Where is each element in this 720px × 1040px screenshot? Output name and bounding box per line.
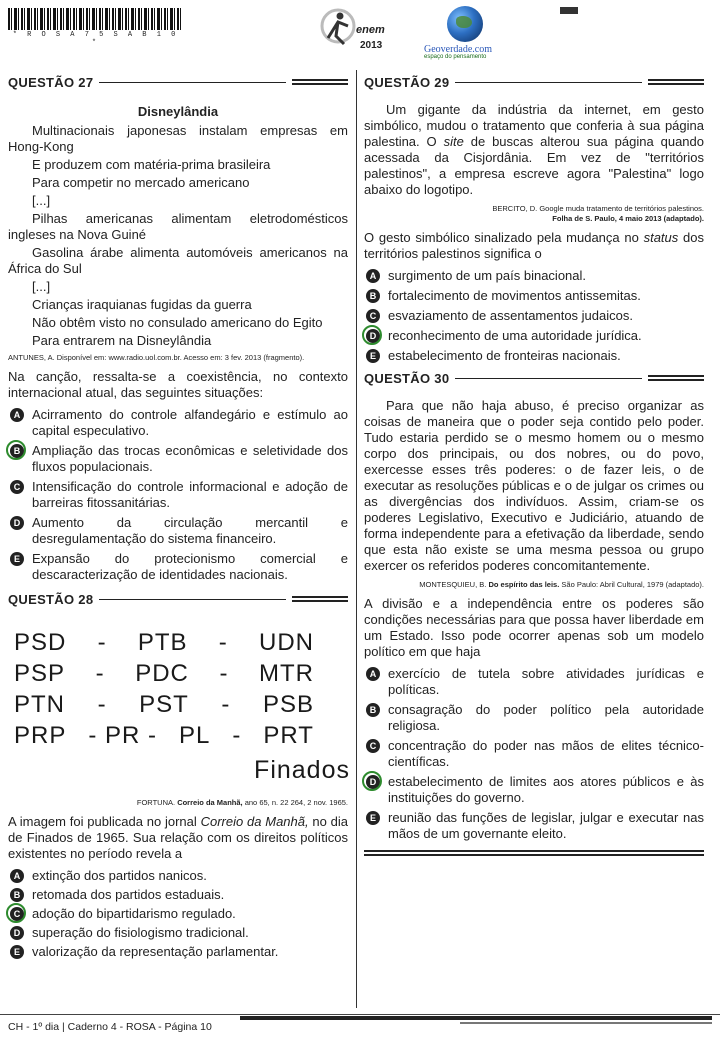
answer-options (364, 666, 704, 842)
stem-italic: status (643, 230, 679, 245)
party-name: MTR (259, 660, 314, 687)
option-letter-badge: A (10, 408, 24, 422)
enem-logo (318, 6, 396, 52)
passage-italic: site (443, 134, 464, 149)
stem-part: no dia de Finados de 1965. Sua relação com os direitos políticos existentes no período revela a (8, 814, 349, 861)
question-30-heading (364, 368, 704, 388)
poem-line: Não obtêm visto no consulado americano do Egito (32, 315, 323, 330)
column-divider (356, 70, 357, 1008)
option-letter-badge: B (366, 289, 380, 303)
footer-bar (240, 1016, 712, 1020)
cartoon-row (14, 689, 314, 720)
source-line: BERCITO, D. Google muda tratamento de territórios palestinos. (492, 204, 704, 213)
source-details: ano 65, n. 22 264, 2 nov. 1965. (244, 798, 348, 807)
poem-line: Para competir no mercado americano (32, 175, 250, 190)
option-text: estabelecimento de fronteiras nacionais. (388, 348, 621, 363)
source-paper: Correio da Manhã, (177, 798, 243, 807)
question-stem (364, 230, 704, 262)
poem-line: Crianças iraquianas fugidas da guerra (32, 297, 252, 312)
source-citation (364, 204, 704, 224)
cartoon-row (14, 720, 314, 751)
option-a[interactable] (364, 268, 704, 284)
footer-text: CH - 1º dia | Caderno 4 - ROSA - Página 10 (8, 1021, 212, 1033)
source-line: Folha de S. Paulo, 4 maio 2013 (adaptado). (552, 214, 704, 223)
option-d[interactable] (8, 515, 348, 547)
option-a[interactable] (364, 666, 704, 698)
option-letter-badge: A (366, 667, 380, 681)
section-end-rule (364, 850, 704, 856)
party-name: PL (179, 722, 211, 749)
option-e[interactable] (364, 348, 704, 364)
option-c[interactable] (364, 308, 704, 324)
site-link[interactable]: Geoverdade.com (424, 44, 493, 55)
right-column (364, 72, 704, 856)
party-name: PRP (14, 722, 67, 749)
answer-options (8, 407, 348, 583)
heading-thick-rule (648, 375, 704, 381)
option-b[interactable] (364, 702, 704, 734)
heading-rule (99, 599, 286, 600)
heading-thick-rule (648, 79, 704, 85)
option-c[interactable] (364, 738, 704, 770)
dash: - (97, 691, 107, 718)
option-text: adoção do bipartidarismo regulado. (32, 906, 236, 921)
question-28-number: QUESTÃO 28 (8, 591, 94, 607)
stem-part: dos territórios palestinos significa o (364, 230, 704, 261)
poem-title: Disneylândia (137, 104, 219, 119)
poem-line: Gasolina árabe alimenta automóveis americanos na África do Sul (8, 245, 348, 276)
question-stem: Na canção, ressalta-se a coexistência, no contexto internacional atual, das seguintes situações: (8, 369, 348, 400)
source-title: Do espírito das leis. (488, 580, 560, 589)
party-name: PTB (137, 629, 188, 656)
passage (364, 102, 704, 198)
option-text: retomada dos partidos estaduais. (32, 887, 225, 902)
option-letter-badge-selected: B (10, 444, 24, 458)
option-text: Ampliação das trocas econômicas e seletividade dos fluxos populacionais. (32, 443, 348, 474)
question-29 (364, 72, 704, 364)
poem-line: Pilhas americanas alimentam eletrodomésticos ingleses na Nova Guiné (8, 211, 348, 242)
question-27-heading (8, 72, 348, 92)
stem-part: A imagem foi publicada no jornal (8, 814, 197, 829)
option-letter-badge-selected: C (10, 907, 24, 921)
question-stem: A divisão e a independência entre os poderes são condições necessárias para que possa haver liberdade em um Estado. Isso pode ocorrer apenas sob um modelo político em que haja (364, 596, 704, 659)
heading-thick-rule (292, 596, 348, 602)
dash: - (97, 629, 107, 656)
option-e[interactable] (8, 944, 348, 960)
heading-rule (455, 82, 642, 83)
passage-part: de buscas alterou sua página quando acessada da Cisjordânia. Em vez de "territórios palestinos", a empresa escreve agora "Palestina" logo abaixo do logotipo. (364, 134, 704, 197)
question-stem (8, 814, 348, 862)
poem-line: Para entrarem na Disneylândia (32, 333, 212, 348)
option-text: Intensificação do controle informacional e adoção de barreiras fitossanitárias. (32, 479, 348, 510)
source-author: FORTUNA. (136, 798, 176, 807)
option-text: valorização da representação parlamentar. (32, 944, 279, 959)
answer-options (8, 868, 348, 960)
question-28-heading (8, 589, 348, 609)
option-letter-badge: D (10, 926, 24, 940)
question-28 (8, 589, 348, 960)
barcode-bars (8, 8, 183, 30)
option-c[interactable] (8, 479, 348, 511)
party-name: PSD (14, 629, 67, 656)
option-b[interactable] (364, 288, 704, 304)
option-d[interactable] (8, 925, 348, 941)
cartoon-caption: Finados (254, 756, 350, 784)
option-letter-badge: B (10, 888, 24, 902)
option-letter-badge: E (366, 349, 380, 363)
option-text: extinção dos partidos nanicos. (32, 868, 207, 883)
heading-rule (455, 378, 642, 379)
option-text: Aumento da circulação mercantil e desregulamentação do sistema financeiro. (32, 515, 348, 546)
option-text: fortalecimento de movimentos antissemitas. (388, 288, 641, 303)
option-letter-badge: E (366, 811, 380, 825)
footer-bar-thin (460, 1022, 712, 1024)
passage: Para que não haja abuso, é preciso organizar as coisas de maneira que o poder seja contido pelo poder. Tudo estaria perdido se o mesmo homem ou o mesmo corpo dos principais, ou dos nobres, ou do povo, exercesse esses três poderes: o de fazer leis, o de executar as resoluções públicas e o de julgar os crimes ou as divergências dos indivíduos. Assim, criam-se os poderes Legislativo, Executivo e Judiciário, atuando de forma independente para a efetivação da liberdade, sendo que esta não existe se uma mesma pessoa ou grupo exercer os referidos poderes concomitantemente. (364, 398, 704, 573)
source-citation (364, 580, 704, 590)
question-27 (8, 72, 348, 583)
option-a[interactable] (8, 868, 348, 884)
option-letter-badge: A (10, 869, 24, 883)
option-text: superação do fisiologismo tradicional. (32, 925, 249, 940)
poem (8, 123, 348, 349)
poem-line: E produzem com matéria-prima brasileira (32, 157, 271, 172)
option-text: exercício de tutela sobre atividades jurídicas e políticas. (388, 666, 704, 697)
option-a[interactable] (8, 407, 348, 439)
option-letter-badge: C (366, 309, 380, 323)
option-text: surgimento de um país binacional. (388, 268, 587, 283)
source-citation: ANTUNES, A. Disponível em: www.radio.uol.com.br. Acesso em: 3 fev. 2013 (fragmento). (8, 353, 305, 362)
passage-part: Um gigante da indústria da internet, em gesto simbólico, mudou o tratamento que conferia à sua página palestina. O (364, 102, 704, 149)
option-e[interactable] (8, 551, 348, 583)
barcode-text: * R O S A 7 5 S A B 1 0 * (12, 31, 179, 47)
option-letter-badge: D (10, 516, 24, 530)
option-d-selected[interactable] (364, 328, 704, 344)
option-letter-badge: B (366, 703, 380, 717)
dash: - (219, 660, 229, 687)
enem-logo-word: enem (356, 24, 385, 36)
page-footer (0, 1014, 720, 1040)
option-text: reunião das funções de legislar, julgar e executar nas mãos de um governante eleito. (388, 810, 704, 841)
party-name: UDN (258, 629, 314, 656)
poem-line: Multinacionais japonesas instalam empresas em Hong-Kong (8, 123, 348, 154)
party-name: PST (139, 691, 189, 718)
site-subtitle: espaço do pensamento (424, 54, 487, 60)
cartoon-row (14, 627, 314, 658)
option-text: Expansão do protecionismo comercial e descaracterização de identidades nacionais. (32, 551, 348, 582)
enem-figure-icon (318, 6, 358, 50)
stem-newspaper: Correio da Manhã, (200, 814, 309, 829)
party-name: PSB (262, 691, 314, 718)
heading-rule (99, 82, 286, 83)
option-letter-badge: E (10, 552, 24, 566)
party-name: PTN (14, 691, 65, 718)
question-30-number: QUESTÃO 30 (364, 370, 450, 386)
heading-thick-rule (292, 79, 348, 85)
left-column (8, 72, 348, 963)
enem-logo-year: 2013 (360, 40, 383, 51)
stem-part: O gesto simbólico sinalizado pela mudança no (364, 230, 639, 245)
option-c-selected[interactable] (8, 906, 348, 922)
option-text: esvaziamento de assentamentos judaicos. (388, 308, 633, 323)
option-text: estabelecimento de limites aos atores públicos e às instituições do governo. (388, 774, 704, 805)
dash: - (221, 691, 231, 718)
option-b-selected[interactable] (8, 443, 348, 475)
cartoon-row (14, 658, 314, 689)
dash: - (95, 660, 105, 687)
option-letter-badge-selected: D (366, 329, 380, 343)
option-text: Acirramento do controle alfandegário e estímulo ao capital especulativo. (32, 407, 348, 438)
option-e[interactable] (364, 810, 704, 842)
option-letter-badge: A (366, 269, 380, 283)
option-text: concentração do poder nas mãos de elites técnico-científicas. (388, 738, 704, 769)
option-letter-badge: C (366, 739, 380, 753)
option-letter-badge-selected: D (366, 775, 380, 789)
question-27-number: QUESTÃO 27 (8, 74, 94, 90)
dash: - (232, 722, 242, 749)
registration-mark (560, 7, 578, 14)
option-letter-badge: C (10, 480, 24, 494)
poem-line: [...] (32, 279, 51, 294)
party-cartoon (14, 627, 348, 786)
source-author: MONTESQUIEU, B. (419, 580, 487, 589)
party-name: PRT (263, 722, 314, 749)
option-letter-badge: E (10, 945, 24, 959)
question-30 (364, 368, 704, 856)
barcode (8, 8, 183, 47)
poem-line: [...] (32, 193, 51, 208)
question-29-number: QUESTÃO 29 (364, 74, 450, 90)
option-d-selected[interactable] (364, 774, 704, 806)
option-text: consagração do poder político pela autoridade religiosa. (388, 702, 704, 733)
party-name: PDC (135, 660, 189, 687)
option-b[interactable] (8, 887, 348, 903)
question-29-heading (364, 72, 704, 92)
party-name: PSP (14, 660, 66, 687)
dash: - (218, 629, 228, 656)
option-text: reconhecimento de uma autoridade jurídica. (388, 328, 642, 343)
dash: - PR - (88, 722, 158, 749)
globe-icon (447, 6, 483, 42)
source-details: São Paulo: Abril Cultural, 1979 (adaptado). (561, 580, 704, 589)
answer-options (364, 268, 704, 364)
source-citation (8, 798, 348, 808)
